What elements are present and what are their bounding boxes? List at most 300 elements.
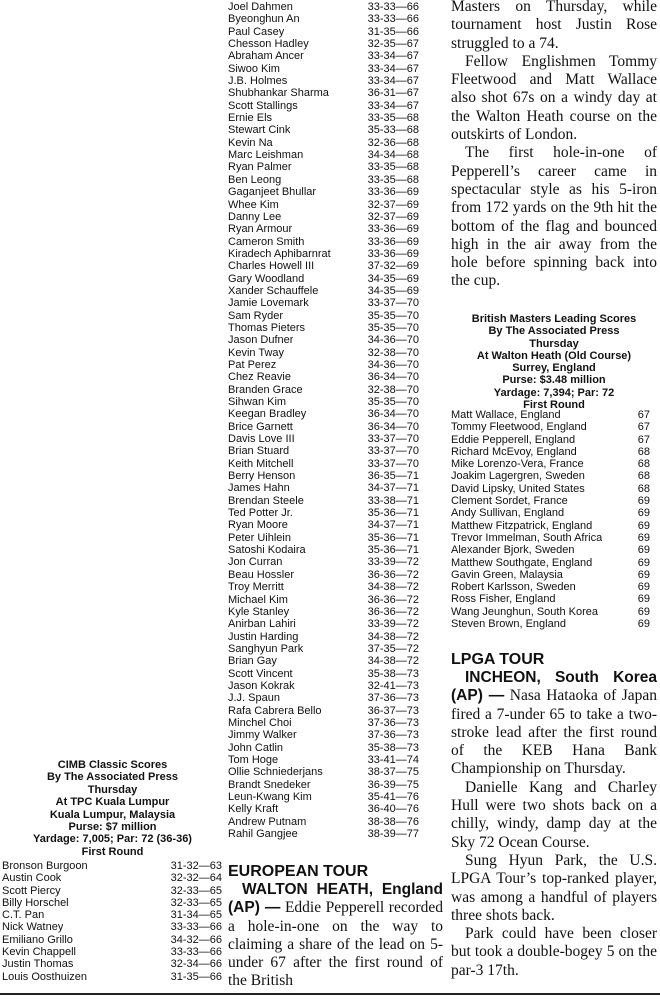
player-score: 67 — [637, 421, 650, 434]
score-row — [228, 63, 419, 75]
player-score: 33-34—67 — [367, 75, 419, 88]
player-name: Tommy Fleetwood, England — [451, 421, 587, 434]
player-name: Xander Schauffele — [228, 284, 319, 297]
score-row — [2, 909, 222, 921]
score-row — [2, 958, 222, 970]
player-name: Gaganjeet Bhullar — [228, 186, 317, 199]
player-score: 35-36—71 — [367, 507, 419, 520]
player-score: 33-37—70 — [367, 457, 419, 470]
score-row — [228, 445, 419, 457]
player-name: Michael Kim — [228, 593, 288, 606]
lpga-tour-text — [451, 669, 657, 980]
score-row — [228, 828, 419, 840]
score-row — [2, 921, 222, 933]
score-row — [228, 433, 419, 445]
player-name: Beau Hossler — [228, 568, 295, 581]
player-name: Eddie Pepperell, England — [451, 433, 576, 446]
player-score: 34-35—69 — [367, 272, 419, 285]
player-name: Berry Henson — [228, 470, 296, 483]
player-score: 37-36—73 — [367, 716, 419, 729]
player-name: Gavin Green, Malaysia — [451, 568, 563, 581]
player-name: Kelly Kraft — [228, 803, 279, 816]
player-score: 33-36—69 — [367, 223, 419, 236]
score-row — [451, 507, 650, 519]
player-score: 34-38—72 — [367, 581, 419, 594]
player-name: Nick Watney — [2, 921, 64, 934]
player-name: Charles Howell III — [228, 260, 315, 273]
player-score: 32-38—70 — [367, 346, 419, 359]
player-name: Kevin Na — [228, 136, 273, 149]
player-name: Jason Dufner — [228, 334, 294, 347]
story-paragraph: The first hole-in-one of Pepperell’s career came in spectacular style as his 5-iron from 172 yards on the 9th hit the bottom of the flag and bounced high in the air away from the hole before spinning back into the cup. — [451, 144, 657, 290]
player-score: 69 — [637, 556, 650, 569]
score-row — [2, 860, 222, 872]
score-row — [228, 742, 419, 754]
player-name: Shubhankar Sharma — [228, 87, 329, 100]
player-name: Pat Perez — [228, 358, 277, 371]
score-row — [228, 359, 419, 371]
player-score: 36-36—72 — [367, 593, 419, 606]
score-row — [451, 421, 650, 433]
lpga-dateline: INCHEON, South Korea (AP) — — [451, 669, 657, 705]
british-location: Surrey, England — [512, 362, 596, 375]
score-row — [228, 124, 419, 136]
cimb-yardage: Yardage: 7,005; Par: 72 (36-36) — [33, 833, 192, 846]
player-score: 35-36—71 — [367, 544, 419, 557]
score-row — [228, 680, 419, 692]
player-score: 36-34—70 — [367, 371, 419, 384]
score-row — [228, 50, 419, 62]
score-row — [451, 470, 650, 482]
score-row — [228, 161, 419, 173]
player-score: 69 — [637, 568, 650, 581]
score-row — [228, 803, 419, 815]
player-score: 68 — [637, 482, 650, 495]
score-row — [228, 112, 419, 124]
score-row — [228, 569, 419, 581]
score-row — [451, 569, 650, 581]
player-score: 35-35—70 — [367, 396, 419, 408]
player-score: 36-34—70 — [367, 420, 419, 433]
player-name: Gary Woodland — [228, 272, 305, 285]
score-row — [228, 199, 419, 211]
score-row — [451, 618, 650, 630]
player-name: Andy Sullivan, England — [451, 507, 565, 520]
player-score: 68 — [637, 445, 650, 458]
score-row — [228, 260, 419, 272]
score-row — [228, 816, 419, 828]
player-name: Brian Stuard — [228, 445, 290, 458]
score-row — [228, 13, 419, 25]
player-name: Kevin Chappell — [2, 946, 76, 959]
player-name: Keith Mitchell — [228, 457, 294, 470]
player-name: Kevin Tway — [228, 346, 285, 359]
player-score: 32-36—68 — [367, 136, 419, 149]
story-paragraph: Danielle Kang and Charley Hull were two shots back on a chilly, windy, damp day at the Sky 72 Ocean Course. — [451, 778, 657, 851]
score-row — [228, 38, 419, 50]
score-row — [228, 1, 419, 13]
player-name: Sihwan Kim — [228, 396, 287, 408]
score-row — [2, 934, 222, 946]
player-name: Brandt Snedeker — [228, 778, 311, 791]
player-name: Andrew Putnam — [228, 815, 307, 828]
player-name: Alexander Bjork, Sweden — [451, 544, 575, 557]
player-score: 33-39—72 — [367, 618, 419, 631]
player-score: 69 — [637, 507, 650, 520]
player-score: 69 — [637, 531, 650, 544]
cimb-scores-header — [0, 759, 225, 858]
player-score: 33-37—70 — [367, 445, 419, 458]
player-score: 32-33—65 — [170, 884, 222, 897]
player-name: Bronson Burgoon — [2, 860, 88, 872]
cimb-purse: Purse: $7 million — [68, 821, 157, 834]
player-score: 37-36—73 — [367, 729, 419, 742]
player-name: Danny Lee — [228, 210, 282, 223]
player-score: 36-35—71 — [367, 470, 419, 483]
player-score: 36-36—72 — [367, 605, 419, 618]
player-score: 33-35—68 — [367, 173, 419, 186]
player-score: 33-33—66 — [170, 921, 222, 934]
cimb-venue: At TPC Kuala Lumpur — [55, 796, 170, 809]
player-score: 33-39—72 — [367, 556, 419, 569]
player-score: 32-37—69 — [367, 198, 419, 211]
british-round: First Round — [523, 399, 585, 412]
score-row — [228, 334, 419, 346]
cimb-location: Kuala Lumpur, Malaysia — [49, 808, 176, 821]
british-title: British Masters Leading Scores — [471, 313, 637, 325]
score-row — [228, 297, 419, 309]
player-name: Joel Dahmen — [228, 1, 293, 13]
player-score: 35-38—73 — [367, 667, 419, 680]
score-row — [228, 87, 419, 99]
score-row — [228, 174, 419, 186]
player-name: Cameron Smith — [228, 235, 305, 248]
player-score: 33-37—70 — [367, 433, 419, 446]
player-name: Matt Wallace, England — [451, 409, 561, 421]
player-score: 33-33—66 — [170, 946, 222, 959]
player-score: 36-31—67 — [367, 87, 419, 100]
score-row — [2, 971, 222, 983]
score-row — [228, 458, 419, 470]
british-byline: By The Associated Press — [488, 325, 620, 338]
score-row — [228, 322, 419, 334]
lpga-lead: Nasa Hataoka of Japan fired a 7-under 65 to take a two-stroke lead after the first round of the KEB Hana Bank Championship on Thursday. — [451, 687, 658, 778]
score-row — [2, 897, 222, 909]
story-paragraph: Fellow Englishmen Tommy Fleetwood and Matt Wallace also shot 67s on a windy day at the Walton Heath course on the outskirts of London. — [451, 52, 657, 144]
score-row — [228, 631, 419, 643]
player-score: 34-38—72 — [367, 655, 419, 668]
player-score: 37-32—69 — [367, 260, 419, 273]
player-name: Whee Kim — [228, 198, 279, 211]
score-row — [228, 310, 419, 322]
european-tour-heading: EUROPEAN TOUR — [228, 863, 369, 880]
player-score: 38-37—75 — [367, 766, 419, 779]
player-name: Ollie Schniederjans — [228, 766, 323, 779]
score-row — [2, 885, 222, 897]
player-score: 36-36—72 — [367, 568, 419, 581]
player-score: 33-33—66 — [367, 13, 419, 26]
player-name: Brice Garnett — [228, 420, 293, 433]
player-score: 69 — [637, 593, 650, 606]
player-score: 37-35—72 — [367, 642, 419, 655]
player-name: Joakim Lagergren, Sweden — [451, 470, 585, 483]
player-name: Brian Gay — [228, 655, 277, 668]
player-score: 33-37—70 — [367, 297, 419, 310]
player-name: J.B. Holmes — [228, 75, 288, 88]
score-row — [228, 186, 419, 198]
cimb-score-list-continued — [228, 1, 419, 840]
cimb-day: Thursday — [87, 783, 138, 796]
player-name: Clement Sordet, France — [451, 495, 568, 508]
score-row — [228, 347, 419, 359]
story-paragraph: Masters on Thursday, while tournament host Justin Rose struggled to a 74. — [451, 0, 657, 52]
player-name: Louis Oosthuizen — [2, 970, 87, 983]
score-row — [451, 483, 650, 495]
player-score: 69 — [637, 581, 650, 594]
score-row — [2, 872, 222, 884]
player-score: 33-35—68 — [367, 112, 419, 125]
lpga-tour-story — [451, 651, 657, 980]
score-row — [228, 211, 419, 223]
cimb-round: First Round — [81, 845, 144, 858]
score-row — [228, 236, 419, 248]
european-tour-text — [228, 881, 443, 991]
player-name: Rahil Gangjee — [228, 828, 298, 841]
player-score: 36-34—70 — [367, 408, 419, 421]
story-paragraph: Sung Hyun Park, the U.S. LPGA Tour’s top-ranked player, was among a handful of players three shots back. — [451, 851, 657, 924]
player-name: Ross Fisher, England — [451, 593, 556, 606]
player-score: 67 — [637, 409, 650, 421]
player-score: 34-37—71 — [367, 482, 419, 495]
player-score: 35-36—71 — [367, 531, 419, 544]
player-name: Stewart Cink — [228, 124, 291, 137]
player-score: 35-33—68 — [367, 124, 419, 137]
british-yardage: Yardage: 7,394; Par: 72 — [493, 386, 615, 399]
player-score: 34-35—69 — [367, 284, 419, 297]
player-score: 69 — [637, 618, 650, 631]
player-name: Branden Grace — [228, 383, 303, 396]
score-row — [228, 26, 419, 38]
player-score: 35-38—73 — [367, 741, 419, 754]
player-score: 33-36—69 — [367, 247, 419, 260]
score-row — [451, 532, 650, 544]
player-score: 69 — [637, 495, 650, 508]
player-name: Minchel Choi — [228, 716, 292, 729]
score-row — [228, 556, 419, 568]
player-name: Siwoo Kim — [228, 62, 280, 75]
score-row — [228, 149, 419, 161]
score-row — [451, 544, 650, 556]
player-score: 32-38—70 — [367, 383, 419, 396]
score-row — [451, 581, 650, 593]
player-score: 67 — [637, 433, 650, 446]
score-row — [451, 458, 650, 470]
player-score: 32-35—67 — [367, 38, 419, 51]
score-row — [228, 729, 419, 741]
player-score: 33-36—69 — [367, 186, 419, 199]
player-name: Kyle Stanley — [228, 605, 290, 618]
score-row — [228, 754, 419, 766]
score-row — [228, 223, 419, 235]
score-row — [451, 593, 650, 605]
player-score: 68 — [637, 458, 650, 471]
score-row — [228, 519, 419, 531]
score-row — [228, 408, 419, 420]
score-row — [228, 692, 419, 704]
player-name: Kiradech Aphibarnrat — [228, 247, 331, 260]
player-name: David Lipsky, United States — [451, 482, 585, 495]
score-row — [228, 396, 419, 408]
score-row — [228, 371, 419, 383]
player-name: J.J. Spaun — [228, 692, 280, 705]
player-name: Paul Casey — [228, 25, 285, 38]
player-score: 34-38—72 — [367, 630, 419, 643]
score-row — [451, 520, 650, 532]
player-name: Davis Love III — [228, 433, 295, 446]
player-name: Emiliano Grillo — [2, 933, 73, 946]
player-name: Richard McEvoy, England — [451, 445, 577, 458]
player-score: 31-35—66 — [367, 25, 419, 38]
player-score: 32-32—64 — [170, 872, 222, 885]
player-score: 69 — [637, 605, 650, 618]
player-name: Rafa Cabrera Bello — [228, 704, 322, 717]
score-row — [228, 668, 419, 680]
score-row — [228, 248, 419, 260]
lpga-tour-heading: LPGA TOUR — [451, 651, 545, 668]
player-score: 33-38—71 — [367, 494, 419, 507]
score-row — [451, 557, 650, 569]
score-row — [228, 482, 419, 494]
player-score: 35-35—70 — [367, 309, 419, 322]
player-score: 69 — [637, 519, 650, 532]
player-score: 35-41—76 — [367, 791, 419, 803]
european-tour-dateline: WALTON HEATH, England (AP) — — [228, 881, 443, 917]
player-name: Ryan Armour — [228, 223, 293, 236]
player-name: Brendan Steele — [228, 494, 304, 507]
player-name: Mike Lorenzo-Vera, France — [451, 458, 584, 471]
player-name: Marc Leishman — [228, 149, 304, 162]
player-score: 32-34—66 — [170, 958, 222, 971]
player-name: Matthew Southgate, England — [451, 556, 593, 569]
player-name: Justin Harding — [228, 630, 299, 643]
player-name: Justin Thomas — [2, 958, 74, 971]
score-row — [228, 507, 419, 519]
player-name: Jamie Lovemark — [228, 297, 309, 310]
player-score: 37-36—73 — [367, 692, 419, 705]
score-row — [451, 434, 650, 446]
player-name: Sanghyun Park — [228, 642, 304, 655]
player-score: 33-33—66 — [367, 1, 419, 13]
european-tour-story-continued — [451, 0, 657, 291]
player-score: 33-35—68 — [367, 161, 419, 174]
score-row — [228, 606, 419, 618]
player-name: Sam Ryder — [228, 309, 284, 322]
player-score: 31-35—66 — [170, 970, 222, 983]
score-row — [228, 618, 419, 630]
score-row — [228, 643, 419, 655]
score-row — [228, 717, 419, 729]
score-row — [228, 470, 419, 482]
score-row — [228, 581, 419, 593]
player-name: Trevor Immelman, South Africa — [451, 531, 603, 544]
player-name: Peter Uihlein — [228, 531, 291, 544]
player-name: Leun-Kwang Kim — [228, 791, 312, 803]
score-row — [228, 544, 419, 556]
score-row — [228, 285, 419, 297]
european-tour-lead: Eddie Pepperell recorded a hole-in-one on the way to claiming a share of the lead on 5-under 67 after the first round of the British — [228, 899, 444, 990]
british-masters-score-list — [451, 409, 650, 630]
page-bottom-rule — [0, 993, 660, 995]
player-score: 38-38—76 — [367, 815, 419, 828]
player-score: 31-32—63 — [170, 860, 222, 872]
cimb-byline: By The Associated Press — [46, 771, 179, 784]
player-name: Ben Leong — [228, 173, 282, 186]
player-name: Keegan Bradley — [228, 408, 307, 421]
player-name: C.T. Pan — [2, 909, 45, 922]
score-row — [451, 446, 650, 458]
score-row — [451, 606, 650, 618]
score-row — [228, 273, 419, 285]
player-score: 35-35—70 — [367, 321, 419, 334]
british-day: Thursday — [529, 337, 579, 350]
score-row — [228, 532, 419, 544]
player-score: 34-34—68 — [367, 149, 419, 162]
player-score: 38-39—77 — [367, 828, 419, 841]
player-name: Jimmy Walker — [228, 729, 297, 742]
player-name: Ernie Els — [228, 112, 273, 125]
player-name: Steven Brown, England — [451, 618, 566, 631]
player-score: 31-34—65 — [170, 909, 222, 922]
player-score: 33-41—74 — [367, 753, 419, 766]
player-name: Austin Cook — [2, 872, 62, 885]
score-row — [228, 594, 419, 606]
player-name: Anirban Lahiri — [228, 618, 296, 631]
player-name: James Hahn — [228, 482, 290, 495]
player-score: 36-39—75 — [367, 778, 419, 791]
score-row — [228, 137, 419, 149]
player-name: Troy Merritt — [228, 581, 284, 594]
player-name: Wang Jeunghun, South Korea — [451, 605, 598, 618]
score-row — [228, 75, 419, 87]
score-row — [228, 495, 419, 507]
player-name: Chesson Hadley — [228, 38, 309, 51]
player-name: Jon Curran — [228, 556, 283, 569]
score-row — [228, 100, 419, 112]
player-name: Tom Hoge — [228, 753, 279, 766]
player-name: Billy Horschel — [2, 896, 69, 909]
british-purse: Purse: $3.48 million — [502, 374, 606, 387]
score-row — [228, 384, 419, 396]
player-name: Satoshi Kodaira — [228, 544, 306, 557]
score-row — [228, 779, 419, 791]
player-name: Scott Piercy — [2, 884, 61, 897]
player-name: Robert Karlsson, Sweden — [451, 581, 576, 594]
score-row — [451, 495, 650, 507]
player-score: 32-37—69 — [367, 210, 419, 223]
player-score: 32-41—73 — [367, 679, 419, 692]
player-name: Thomas Pieters — [228, 321, 306, 334]
player-name: Jason Kokrak — [228, 679, 295, 692]
european-tour-story — [228, 863, 443, 991]
player-score: 34-37—71 — [367, 519, 419, 532]
player-score: 34-36—70 — [367, 358, 419, 371]
player-name: John Catlin — [228, 741, 284, 754]
cimb-score-list — [2, 860, 222, 983]
story-paragraph: Park could have been closer but took a double-bogey 5 on the par-3 17th. — [451, 925, 657, 979]
player-name: Matthew Fitzpatrick, England — [451, 519, 593, 532]
player-name: Ted Potter Jr. — [228, 507, 293, 520]
score-row — [451, 409, 650, 421]
